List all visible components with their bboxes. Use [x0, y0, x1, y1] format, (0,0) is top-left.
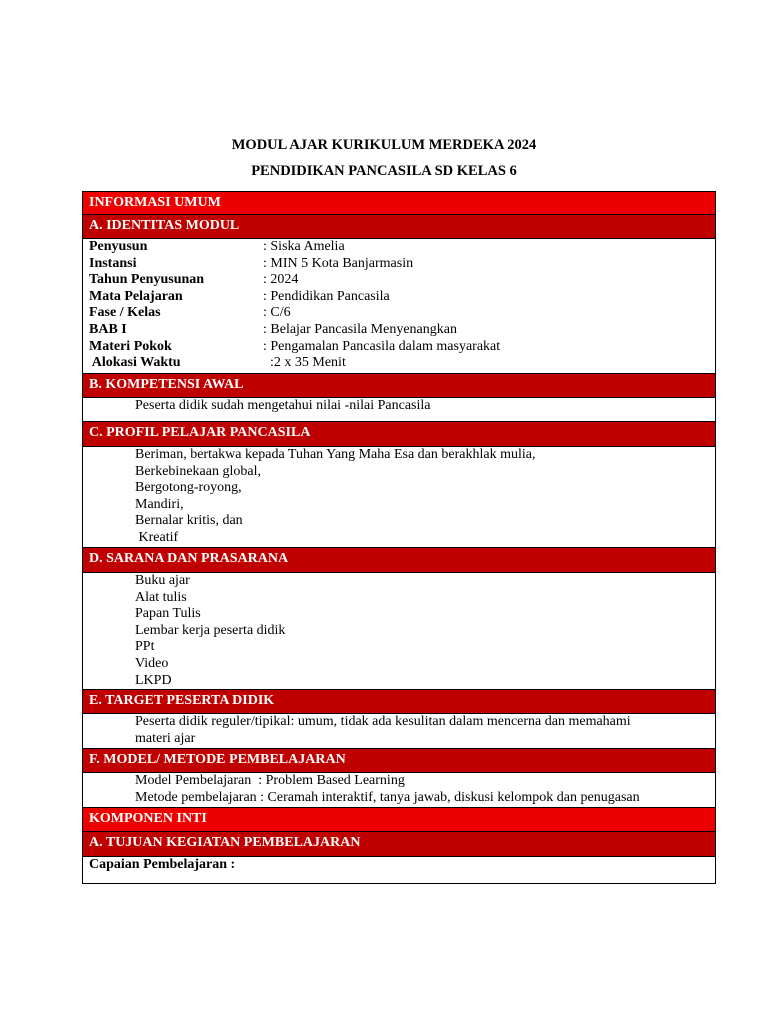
- kompetensi-body: [83, 398, 715, 422]
- sarana-line: Alat tulis: [135, 589, 187, 605]
- sarana-line: PPt: [135, 639, 155, 655]
- capaian-label: Capaian Pembelajaran :: [89, 857, 236, 872]
- target-body: [83, 714, 715, 749]
- section-header-sarana-prasarana: D. SARANA DAN PRASARANA: [83, 548, 715, 573]
- model-line: Metode pembelajaran : Ceramah interaktif, tanya jawab, diskusi kelompok dan penugasan: [135, 789, 640, 805]
- sarana-line: Papan Tulis: [135, 606, 201, 622]
- identitas-row: [89, 272, 709, 289]
- identitas-value: : Siska Amelia: [263, 239, 345, 254]
- identitas-row: [89, 239, 709, 256]
- section-header-tujuan-pembelajaran: A. TUJUAN KEGIATAN PEMBELAJARAN: [83, 832, 715, 857]
- profil-line: Kreatif: [135, 529, 179, 545]
- identitas-body: [83, 239, 715, 374]
- identitas-key: Penyusun: [89, 239, 148, 254]
- profil-line: Bernalar kritis, dan: [135, 513, 243, 529]
- identitas-row: [89, 305, 709, 322]
- profil-line: Bergotong-royong,: [135, 480, 242, 496]
- identitas-value: : MIN 5 Kota Banjarmasin: [263, 255, 414, 271]
- target-line: materi ajar: [135, 730, 196, 746]
- profil-line: Beriman, bertakwa kepada Tuhan Yang Maha Esa dan berakhlak mulia,: [135, 447, 536, 462]
- section-header-kompetensi-awal: B. KOMPETENSI AWAL: [83, 374, 715, 398]
- identitas-row: [89, 339, 709, 356]
- tujuan-body: [83, 857, 715, 883]
- kompetensi-line: Peserta didik sudah mengetahui nilai -nilai Pancasila: [135, 398, 431, 413]
- sarana-body: [83, 573, 715, 690]
- identitas-key: Alokasi Waktu: [89, 355, 181, 371]
- identitas-key: Tahun Penyusunan: [89, 272, 205, 288]
- section-header-identitas-modul: A. IDENTITAS MODUL: [83, 215, 715, 239]
- identitas-row: [89, 256, 709, 273]
- identitas-value: :2 x 35 Menit: [263, 355, 346, 371]
- identitas-value: : Pendidikan Pancasila: [263, 288, 390, 304]
- document-subtitle: PENDIDIKAN PANCASILA SD KELAS 6: [251, 163, 517, 179]
- identitas-key: Materi Pokok: [89, 338, 172, 354]
- identitas-row: [89, 355, 709, 372]
- model-body: [83, 773, 715, 808]
- identitas-key: BAB I: [89, 321, 127, 337]
- profil-line: Mandiri,: [135, 496, 184, 512]
- identitas-row: [89, 289, 709, 306]
- identitas-value: : 2024: [263, 272, 299, 288]
- sarana-line: Video: [135, 655, 169, 671]
- identitas-key: Instansi: [89, 255, 137, 271]
- identitas-value: : C/6: [263, 305, 291, 321]
- module-table: [82, 191, 716, 884]
- sarana-line: Lembar kerja peserta didik: [135, 622, 286, 638]
- identitas-row: [89, 322, 709, 339]
- target-line: Peserta didik reguler/tipikal: umum, tidak ada kesulitan dalam mencerna dan memahami: [135, 714, 631, 729]
- section-header-model-metode: F. MODEL/ METODE PEMBELAJARAN: [83, 749, 715, 773]
- section-header-informasi-umum: INFORMASI UMUM: [83, 192, 715, 215]
- model-line: Model Pembelajaran : Problem Based Learning: [135, 773, 405, 788]
- profil-line: Berkebinekaan global,: [135, 463, 261, 479]
- sarana-line: Buku ajar: [135, 573, 190, 588]
- identitas-key: Mata Pelajaran: [89, 288, 183, 304]
- section-header-profil-pelajar: C. PROFIL PELAJAR PANCASILA: [83, 422, 715, 447]
- identitas-key: Fase / Kelas: [89, 305, 161, 321]
- profil-body: [83, 447, 715, 548]
- identitas-value: : Pengamalan Pancasila dalam masyarakat: [263, 338, 501, 354]
- section-header-target-peserta: E. TARGET PESERTA DIDIK: [83, 690, 715, 714]
- document-title: MODUL AJAR KURIKULUM MERDEKA 2024: [231, 137, 537, 153]
- sarana-line: LKPD: [135, 672, 172, 688]
- section-header-komponen-inti: KOMPONEN INTI: [83, 808, 715, 832]
- identitas-value: : Belajar Pancasila Menyenangkan: [263, 321, 457, 337]
